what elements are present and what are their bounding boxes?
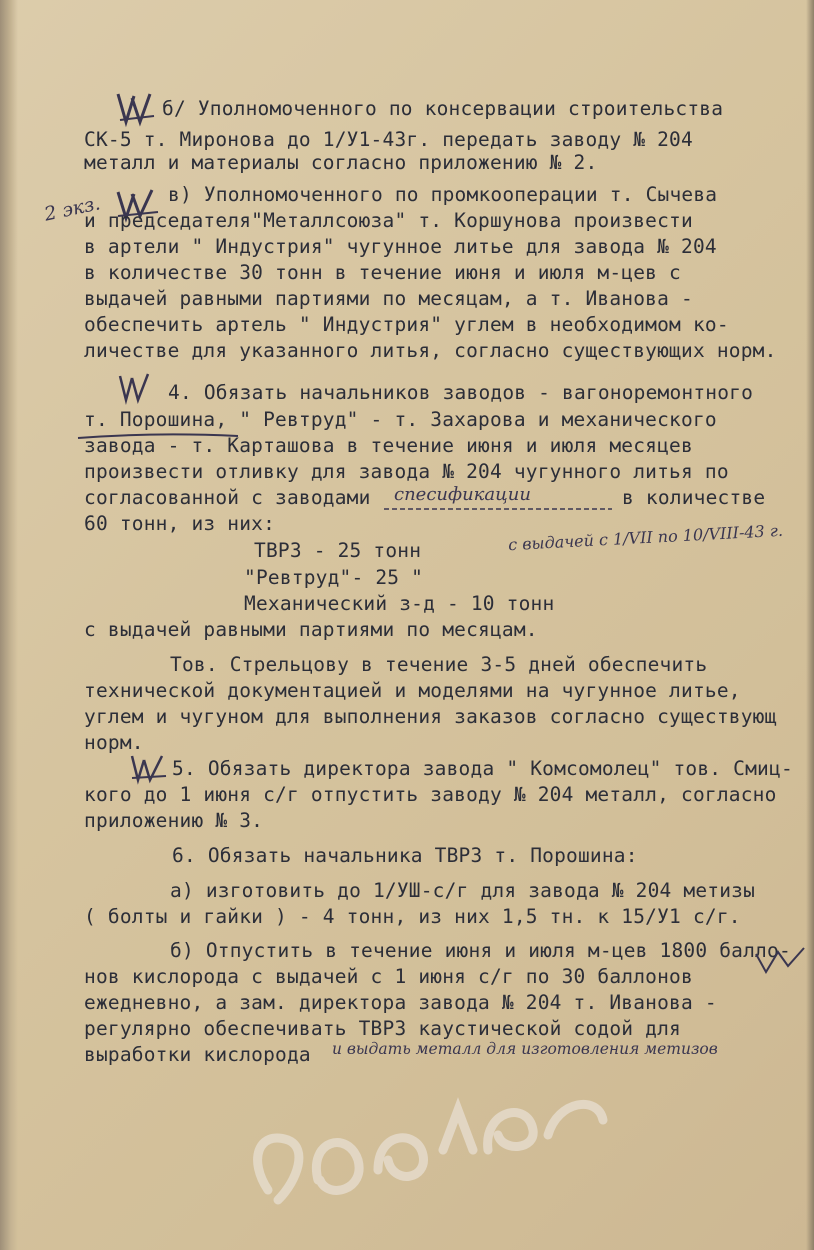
page-left-edge — [0, 0, 18, 1250]
text-line: нов кислорода с выдачей с 1 июня с/г по 30 баллонов — [84, 965, 693, 988]
check-mark-icon — [752, 944, 808, 980]
text-line: ( болты и гайки ) - 4 тонн, из них 1,5 тн. к 15/У1 с/г. — [84, 905, 741, 928]
text-line: регулярно обеспечивать ТВРЗ каустической содой для — [84, 1017, 681, 1040]
archive-watermark-stamp — [228, 1040, 648, 1230]
text-line: а) изготовить до 1/УШ-с/г для завода № 204 метизы — [170, 879, 756, 902]
text-line: ТВРЗ - 25 тонн — [254, 539, 422, 562]
text-line: 60 тонн, из них: — [84, 512, 276, 535]
text-line: технической документацией и моделями на чугунное литье, — [84, 679, 741, 702]
margin-note: 2 экз. — [42, 192, 103, 226]
check-mark-icon — [114, 90, 160, 130]
text-line: 4. Обязать начальников заводов - вагоноремонтного — [168, 381, 754, 404]
page-right-edge — [806, 0, 814, 1250]
text-line: в артели " Индустрия" чугунное литье для завода № 204 — [84, 235, 717, 258]
underline-mark — [382, 504, 616, 514]
text-line: и председателя"Металлсоюза" т. Коршунова произвести — [84, 209, 693, 232]
text-line: согласованной с заводами — [84, 486, 371, 509]
text-line: с выдачей равными партиями по месяцам. — [84, 618, 538, 641]
text-line: выдачей равными партиями по месяцам, а т. Иванова - — [84, 287, 693, 310]
text-line: обеспечить артель " Индустрия" углем в необходимом ко- — [84, 313, 729, 336]
text-line: "Ревтруд"- 25 " — [244, 566, 424, 589]
text-line: произвести отливку для завода № 204 чугунного литья по — [84, 460, 729, 483]
text-line: норм. — [84, 731, 144, 754]
text-line: Тов. Стрельцову в течение 3-5 дней обеспечить — [170, 653, 708, 676]
handwritten-insertion: спесификации — [394, 484, 531, 505]
check-mark-icon — [116, 372, 156, 408]
text-line: т. Порошина, " Ревтруд" - т. Захарова и механического — [84, 408, 717, 431]
text-line: Механический з-д - 10 тонн — [244, 592, 555, 615]
text-line: в) Уполномоченного по промкооперации т. Сычева — [168, 183, 718, 206]
text-line: ежедневно, а зам. директора завода № 204 т. Иванова - — [84, 991, 717, 1014]
text-line: б/ Уполномоченного по консервации строительства — [162, 97, 724, 120]
text-line: углем и чугуном для выполнения заказов согласно существующ — [84, 705, 777, 728]
text-line: приложению № 3. — [84, 809, 264, 832]
text-line: 5. Обязать директора завода " Комсомолец" тов. Смиц- — [172, 757, 793, 780]
text-line: кого до 1 июня с/г отпустить заводу № 204 металл, согласно — [84, 783, 777, 806]
text-line: СК-5 т. Миронова до 1/У1-43г. передать заводу № 204 — [84, 128, 693, 151]
text-line: выработки кислорода — [84, 1043, 311, 1066]
text-line: в количестве — [622, 486, 766, 509]
handwritten-insertion: с выдачей с 1/VII по 10/VIII-43 г. — [507, 520, 784, 555]
text-line: завода - т. Карташова в течение июня и июля месяцев — [84, 434, 693, 457]
text-line: металл и материалы согласно приложению № 2. — [84, 151, 598, 174]
text-line: 6. Обязать начальника ТВРЗ т. Порошина: — [172, 844, 638, 867]
text-line: личестве для указанного литья, согласно существующих норм. — [84, 339, 777, 362]
handwritten-insertion: и выдать металл для изготовления метизов — [332, 1040, 718, 1058]
text-line: б) Отпустить в течение июня и июля м-цев 1800 балло- — [170, 939, 791, 962]
check-mark-icon — [128, 752, 170, 786]
text-line: в количестве 30 тонн в течение июня и июля м-цев с — [84, 261, 681, 284]
